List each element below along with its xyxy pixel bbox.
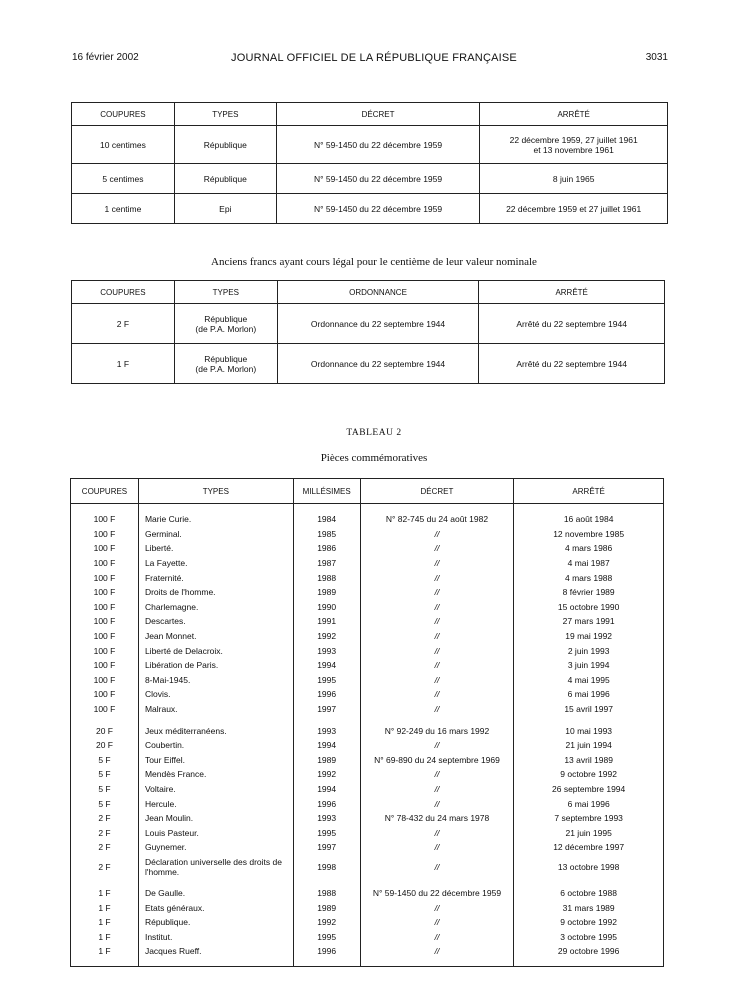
table-row — [71, 585, 664, 600]
table-cell: 2 F — [71, 855, 139, 879]
table-cell: // — [360, 527, 514, 542]
table-cell: Louis Pasteur. — [138, 825, 293, 840]
table-cell: 1996 — [293, 687, 360, 702]
table-row — [71, 796, 664, 811]
table-cell: 1991 — [293, 614, 360, 629]
table-cell: // — [360, 614, 514, 629]
table-cell: 12 décembre 1997 — [514, 840, 664, 855]
table-cell: 100 F — [71, 585, 139, 600]
centimes-table — [71, 102, 668, 224]
table-row — [71, 658, 664, 673]
table-cell: 5 centimes — [72, 164, 175, 194]
table-cell: 21 juin 1994 — [514, 738, 664, 753]
table-row — [71, 915, 664, 930]
table-row — [71, 702, 664, 717]
table-cell: 1997 — [293, 840, 360, 855]
table-cell: Arrêté du 22 septembre 1944 — [479, 344, 665, 384]
table-cell: 100 F — [71, 570, 139, 585]
column-header: DÉCRET — [360, 479, 514, 504]
table-row — [71, 643, 664, 658]
table-cell: 1 F — [71, 886, 139, 901]
table-cell: 100 F — [71, 702, 139, 717]
table-cell: // — [360, 855, 514, 879]
table-cell: Ordonnance du 22 septembre 1944 — [277, 304, 479, 344]
table-row — [71, 855, 664, 879]
table-cell: 29 octobre 1996 — [514, 944, 664, 959]
table-cell: 4 mars 1988 — [514, 570, 664, 585]
table-cell: 1994 — [293, 658, 360, 673]
page-number: 3031 — [645, 52, 668, 63]
table-cell: 100 F — [71, 687, 139, 702]
table-cell: 1995 — [293, 929, 360, 944]
table-cell: 20 F — [71, 738, 139, 753]
table-cell: 2 juin 1993 — [514, 643, 664, 658]
table-cell: République. — [138, 915, 293, 930]
table-cell: Ordonnance du 22 septembre 1944 — [277, 344, 479, 384]
table-cell: 2 F — [71, 825, 139, 840]
table-cell: 5 F — [71, 753, 139, 768]
table-cell: 10 mai 1993 — [514, 723, 664, 738]
table-cell: Arrêté du 22 septembre 1944 — [479, 304, 665, 344]
table-row — [72, 126, 668, 164]
table-cell: N° 59-1450 du 22 décembre 1959 — [276, 194, 480, 224]
table-row — [72, 344, 665, 384]
column-header: TYPES — [174, 281, 277, 304]
table-cell: N° 59-1450 du 22 décembre 1959 — [276, 126, 480, 164]
table-cell: // — [360, 600, 514, 615]
table-cell: 8-Mai-1945. — [138, 673, 293, 688]
table-cell: Coubertin. — [138, 738, 293, 753]
table-cell: 27 mars 1991 — [514, 614, 664, 629]
table-row — [71, 614, 664, 629]
table-cell: 6 octobre 1988 — [514, 886, 664, 901]
table-cell: 9 octobre 1992 — [514, 915, 664, 930]
column-header: COUPURES — [72, 103, 175, 126]
table-cell: 22 décembre 1959 et 27 juillet 1961 — [480, 194, 668, 224]
spacer-cell — [138, 716, 293, 723]
table-cell: 26 septembre 1994 — [514, 782, 664, 797]
table-cell: 19 mai 1992 — [514, 629, 664, 644]
table-cell: Droits de l'homme. — [138, 585, 293, 600]
table-cell: 100 F — [71, 614, 139, 629]
table-row — [71, 673, 664, 688]
spacer-cell — [514, 716, 664, 723]
table-row — [71, 782, 664, 797]
table-cell: // — [360, 929, 514, 944]
table-cell: 6 mai 1996 — [514, 796, 664, 811]
anciens-francs-table — [71, 280, 665, 384]
spacer-cell — [138, 959, 293, 967]
table-cell: Descartes. — [138, 614, 293, 629]
column-header: MILLÉSIMES — [293, 479, 360, 504]
header-date: 16 février 2002 — [72, 52, 139, 63]
table-cell: // — [360, 915, 514, 930]
table-cell: 3 juin 1994 — [514, 658, 664, 673]
table-cell: 1998 — [293, 855, 360, 879]
table-row — [71, 738, 664, 753]
table-cell: Liberté. — [138, 541, 293, 556]
table-cell: 10 centimes — [72, 126, 175, 164]
table-row — [71, 600, 664, 615]
spacer-cell — [71, 504, 139, 513]
table-cell: Voltaire. — [138, 782, 293, 797]
table-cell: Fraternité. — [138, 570, 293, 585]
spacer-cell — [360, 959, 514, 967]
spacer-cell — [293, 716, 360, 723]
table-cell: 1 F — [72, 344, 175, 384]
table-cell: Jacques Rueff. — [138, 944, 293, 959]
table-cell: Malraux. — [138, 702, 293, 717]
table-cell: 1987 — [293, 556, 360, 571]
table-cell: 4 mai 1987 — [514, 556, 664, 571]
spacer-cell — [293, 504, 360, 513]
table-row — [71, 767, 664, 782]
table-row — [71, 541, 664, 556]
table-cell: // — [360, 556, 514, 571]
table-cell: 21 juin 1995 — [514, 825, 664, 840]
spacer-cell — [71, 959, 139, 967]
commemorative-coins-table — [70, 478, 664, 967]
table-row — [71, 512, 664, 527]
table-cell: // — [360, 673, 514, 688]
table-cell: 5 F — [71, 796, 139, 811]
table-cell: Jeux méditerranéens. — [138, 723, 293, 738]
table-cell: 4 mars 1986 — [514, 541, 664, 556]
table-cell: 3 octobre 1995 — [514, 929, 664, 944]
table-cell: 6 mai 1996 — [514, 687, 664, 702]
table-row — [71, 723, 664, 738]
table-number-caption: TABLEAU 2 — [346, 428, 402, 438]
table-cell: Clovis. — [138, 687, 293, 702]
column-header: TYPES — [138, 479, 293, 504]
table-cell: 1993 — [293, 723, 360, 738]
table-cell: 100 F — [71, 527, 139, 542]
table-cell: 1 F — [71, 915, 139, 930]
table-row — [72, 164, 668, 194]
table-cell: // — [360, 570, 514, 585]
table-cell: 100 F — [71, 556, 139, 571]
table-cell: 1 F — [71, 929, 139, 944]
table-cell: 1992 — [293, 915, 360, 930]
table-cell: Mendès France. — [138, 767, 293, 782]
table-cell: Germinal. — [138, 527, 293, 542]
table-cell: 1993 — [293, 811, 360, 826]
table-cell: // — [360, 658, 514, 673]
table-cell: 8 juin 1965 — [480, 164, 668, 194]
table-cell: 1990 — [293, 600, 360, 615]
table-cell: 100 F — [71, 600, 139, 615]
spacer-row — [71, 504, 664, 513]
spacer-cell — [293, 879, 360, 886]
table-cell: // — [360, 840, 514, 855]
table-cell: // — [360, 687, 514, 702]
table-cell: 100 F — [71, 643, 139, 658]
table-row — [71, 811, 664, 826]
table-row — [71, 840, 664, 855]
table-cell: // — [360, 825, 514, 840]
table-cell: 1984 — [293, 512, 360, 527]
table-cell: 100 F — [71, 673, 139, 688]
spacer-cell — [71, 716, 139, 723]
table-cell: N° 92-249 du 16 mars 1992 — [360, 723, 514, 738]
table-cell: 1988 — [293, 570, 360, 585]
table-cell: Institut. — [138, 929, 293, 944]
table-cell: // — [360, 900, 514, 915]
table-row — [72, 194, 668, 224]
table-cell: Hercule. — [138, 796, 293, 811]
table-cell: 1992 — [293, 629, 360, 644]
table-cell: 1985 — [293, 527, 360, 542]
table-cell: Charlemagne. — [138, 600, 293, 615]
table-cell: République (de P.A. Morlon) — [174, 304, 277, 344]
table-row — [71, 570, 664, 585]
column-header: COUPURES — [72, 281, 175, 304]
spacer-cell — [360, 504, 514, 513]
table-cell: 1 F — [71, 944, 139, 959]
table-cell: N° 69-890 du 24 septembre 1969 — [360, 753, 514, 768]
table-cell: La Fayette. — [138, 556, 293, 571]
table-row — [71, 527, 664, 542]
table-cell: 100 F — [71, 541, 139, 556]
commemorative-caption: Pièces commémoratives — [320, 452, 428, 464]
table-cell: 1996 — [293, 796, 360, 811]
table-cell: 1994 — [293, 782, 360, 797]
column-header: ARRÊTÉ — [479, 281, 665, 304]
table-cell: 22 décembre 1959, 27 juillet 1961 et 13 novembre 1961 — [480, 126, 668, 164]
table-cell: 1989 — [293, 753, 360, 768]
table-cell: N° 78-432 du 24 mars 1978 — [360, 811, 514, 826]
spacer-row — [71, 716, 664, 723]
spacer-cell — [514, 879, 664, 886]
table-cell: 1997 — [293, 702, 360, 717]
table-cell: // — [360, 585, 514, 600]
table-cell: Libération de Paris. — [138, 658, 293, 673]
table-cell: 4 mai 1995 — [514, 673, 664, 688]
spacer-cell — [360, 879, 514, 886]
table-cell: // — [360, 944, 514, 959]
table-row — [71, 900, 664, 915]
table-cell: 5 F — [71, 782, 139, 797]
table-cell: Déclaration universelle des droits de l'homme. — [138, 855, 293, 879]
table-cell: 13 avril 1989 — [514, 753, 664, 768]
table-row — [72, 304, 665, 344]
table-cell: De Gaulle. — [138, 886, 293, 901]
table-row — [71, 687, 664, 702]
table-cell: Etats généraux. — [138, 900, 293, 915]
spacer-row — [71, 959, 664, 967]
table-cell: 1994 — [293, 738, 360, 753]
table-cell: // — [360, 767, 514, 782]
table-cell: 12 novembre 1985 — [514, 527, 664, 542]
table-cell: 8 février 1989 — [514, 585, 664, 600]
table-cell: Epi — [174, 194, 276, 224]
spacer-cell — [138, 504, 293, 513]
table-cell: 5 F — [71, 767, 139, 782]
spacer-cell — [360, 716, 514, 723]
table-cell: 31 mars 1989 — [514, 900, 664, 915]
table-cell: République (de P.A. Morlon) — [174, 344, 277, 384]
spacer-cell — [138, 879, 293, 886]
column-header: COUPURES — [71, 479, 139, 504]
table-row — [71, 886, 664, 901]
table-cell: Marie Curie. — [138, 512, 293, 527]
table-row — [71, 629, 664, 644]
table-cell: N° 59-1450 du 22 décembre 1959 — [360, 886, 514, 901]
table-cell: 9 octobre 1992 — [514, 767, 664, 782]
table-cell: 1992 — [293, 767, 360, 782]
table-cell: 100 F — [71, 629, 139, 644]
table-cell: 100 F — [71, 512, 139, 527]
spacer-cell — [514, 504, 664, 513]
table-cell: 1986 — [293, 541, 360, 556]
column-header: DÉCRET — [276, 103, 480, 126]
table-cell: 1996 — [293, 944, 360, 959]
table-cell: // — [360, 629, 514, 644]
column-header: TYPES — [174, 103, 276, 126]
journal-title: JOURNAL OFFICIEL DE LA RÉPUBLIQUE FRANÇAISE — [231, 52, 517, 64]
table-row — [71, 944, 664, 959]
table-cell: 1 centime — [72, 194, 175, 224]
spacer-cell — [71, 879, 139, 886]
table-row — [71, 753, 664, 768]
table-cell: // — [360, 738, 514, 753]
table-cell: 7 septembre 1993 — [514, 811, 664, 826]
table-cell: 16 août 1984 — [514, 512, 664, 527]
table-cell: Jean Monnet. — [138, 629, 293, 644]
table-cell: // — [360, 541, 514, 556]
table-cell: République — [174, 164, 276, 194]
table-cell: 1989 — [293, 585, 360, 600]
table-cell: 1993 — [293, 643, 360, 658]
table-cell: 1989 — [293, 900, 360, 915]
spacer-cell — [293, 959, 360, 967]
table-cell: 15 avril 1997 — [514, 702, 664, 717]
column-header: ARRÊTÉ — [514, 479, 664, 504]
table-cell: 1 F — [71, 900, 139, 915]
table-cell: Liberté de Delacroix. — [138, 643, 293, 658]
table-cell: Guynemer. — [138, 840, 293, 855]
table-cell: 13 octobre 1998 — [514, 855, 664, 879]
anciens-francs-caption: Anciens francs ayant cours légal pour le centième de leur valeur nominale — [211, 256, 537, 268]
table-cell: 20 F — [71, 723, 139, 738]
table-cell: 2 F — [72, 304, 175, 344]
spacer-cell — [514, 959, 664, 967]
table-cell: // — [360, 796, 514, 811]
column-header: ORDONNANCE — [277, 281, 479, 304]
table-cell: 100 F — [71, 658, 139, 673]
table-cell: Jean Moulin. — [138, 811, 293, 826]
column-header: ARRÊTÉ — [480, 103, 668, 126]
table-row — [71, 929, 664, 944]
table-cell: République — [174, 126, 276, 164]
table-cell: 2 F — [71, 811, 139, 826]
table-cell: 2 F — [71, 840, 139, 855]
table-cell: 1995 — [293, 825, 360, 840]
table-cell: // — [360, 643, 514, 658]
table-cell: N° 82-745 du 24 août 1982 — [360, 512, 514, 527]
table-cell: 15 octobre 1990 — [514, 600, 664, 615]
table-cell: // — [360, 782, 514, 797]
table-cell: 1988 — [293, 886, 360, 901]
table-row — [71, 556, 664, 571]
table-cell: // — [360, 702, 514, 717]
spacer-row — [71, 879, 664, 886]
table-cell: N° 59-1450 du 22 décembre 1959 — [276, 164, 480, 194]
table-cell: 1995 — [293, 673, 360, 688]
table-cell: Tour Eiffel. — [138, 753, 293, 768]
table-row — [71, 825, 664, 840]
